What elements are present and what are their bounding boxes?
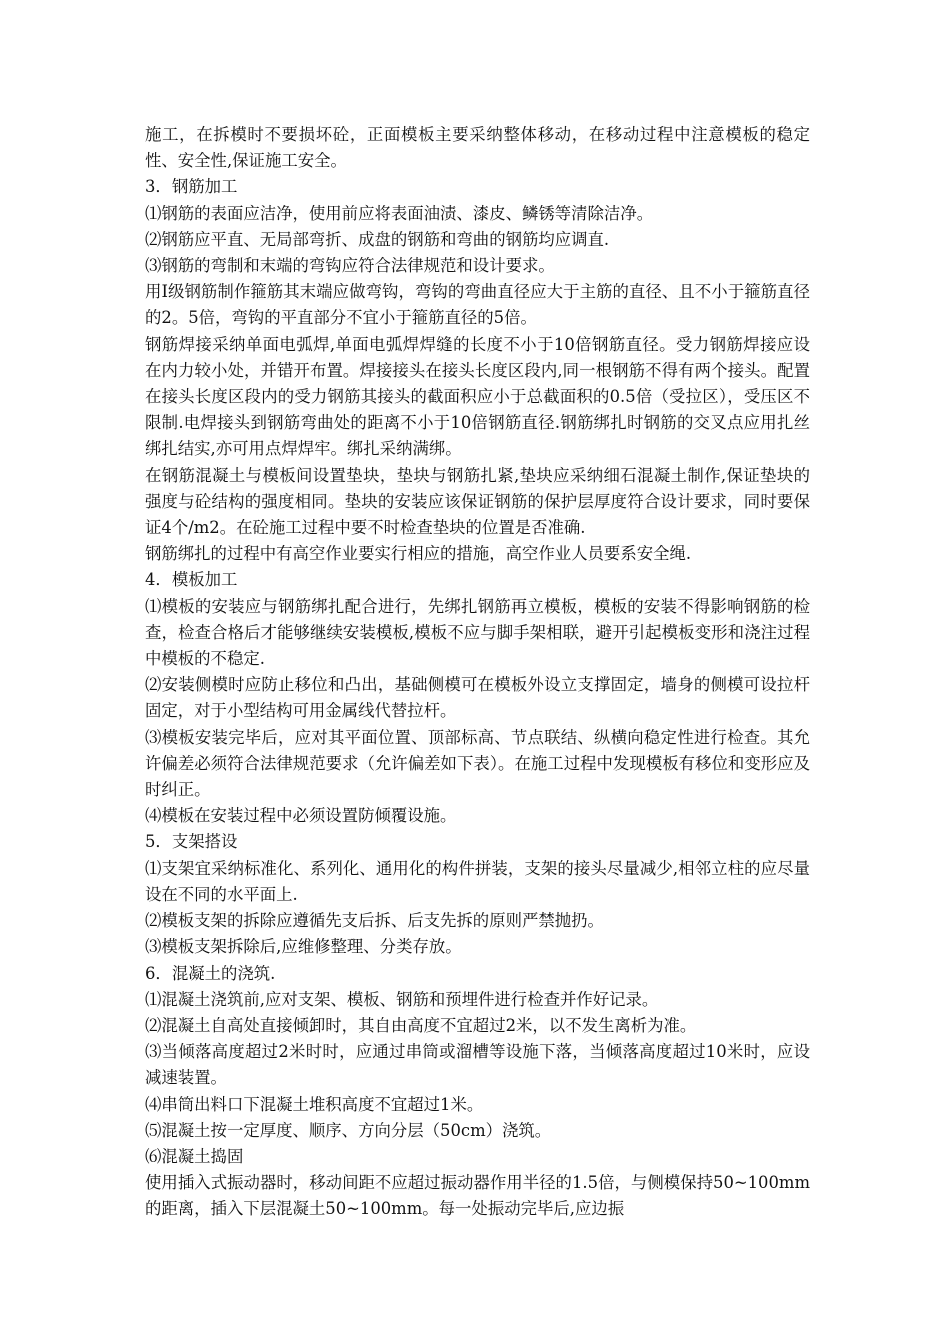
paragraph-formwork-item-2: ⑵安装侧模时应防止移位和凸出，基础侧模可在模板外设立支撑固定，墙身的侧模可设拉杆固定，对于小型结构可用金属线代替拉杆。 [145,675,810,721]
paragraph-concrete-item-1: ⑴混凝土浇筑前,应对支架、模板、钢筋和预埋件进行检查并作好记录。 [145,989,659,1009]
document-page [145,122,810,1223]
paragraph-formwork-item-3: ⑶模板安装完毕后，应对其平面位置、顶部标高、节点联结、纵横向稳定性进行检查。其允许偏差必须符合法律规范要求（允许偏差如下表）。在施工过程中发现模板有移位和变形应及时纠正。 [145,727,810,800]
paragraph-spacer-blocks: 在钢筋混凝土与模板间设置垫块，垫块与钢筋扎紧,垫块应采纳细石混凝土制作,保证垫块的强度与砼结构的强度相同。垫块的安装应该保证钢筋的保护层厚度符合设计要求，同时要保证4个/m2。在砼施工过程中要不时检查垫块的位置是否准确. [145,465,810,538]
paragraph-support-item-1: ⑴支架宜采纳标准化、系列化、通用化的构件拼装，支架的接头尽量减少,相邻立柱的应尽量设在不同的水平面上. [145,858,810,904]
paragraph-rebar-item-1: ⑴钢筋的表面应洁净，使用前应将表面油渍、漆皮、鳞锈等清除洁净。 [145,203,654,223]
paragraph-stirrup-hooks: 用I级钢筋制作箍筋其末端应做弯钩，弯钩的弯曲直径应大于主筋的直径、且不小于箍筋直径的2。5倍，弯钩的平直部分不宜小于箍筋直径的5倍。 [145,282,810,328]
paragraph-support-item-2: ⑵模板支架的拆除应遵循先支后拆、后支先拆的原则严禁抛扔。 [145,911,604,931]
heading-concrete-pouring: 6．混凝土的浇筑. [145,963,276,983]
paragraph-vibrator-usage: 使用插入式振动器时，移动间距不应超过振动器作用半径的1.5倍，与侧模保持50~100mm的距离，插入下层混凝土50~100mm。每一处振动完毕后,应边振 [145,1173,810,1219]
paragraph-formwork-item-4: ⑷模板在安装过程中必须设置防倾覆设施。 [145,806,457,826]
paragraph-formwork-item-1: ⑴模板的安装应与钢筋绑扎配合进行，先绑扎钢筋再立模板，模板的安装不得影响钢筋的检查，检查合格后才能够继续安装模板,模板不应与脚手架相联，避开引起模板变形和浇注过程中模板的不稳定. [145,596,810,669]
paragraph-support-item-3: ⑶模板支架拆除后,应维修整理、分类存放。 [145,937,462,957]
heading-support-erection: 5．支架搭设 [145,832,238,852]
paragraph-rebar-welding: 钢筋焊接采纳单面电弧焊,单面电弧焊焊缝的长度不小于10倍钢筋直径。受力钢筋焊接应设在内力较小处，并错开布置。焊接接头在接头长度区段内,同一根钢筋不得有两个接头。配置在接头长度区段内的受力钢筋其接头的截面积应小于总截面积的0.5倍（受拉区），受压区不限制.电焊接头到钢筋弯曲处的距离不小于10倍钢筋直径.钢筋绑扎时钢筋的交叉点应用扎丝绑扎结实,亦可用点焊焊牢。绑扎采纳满绑。 [145,334,810,459]
paragraph-concrete-item-2: ⑵混凝土自高处直接倾卸时，其自由高度不宜超过2米，以不发生离析为准。 [145,1015,697,1035]
paragraph-rebar-item-2: ⑵钢筋应平直、无局部弯折、成盘的钢筋和弯曲的钢筋均应调直. [145,229,610,249]
paragraph-high-altitude-safety: 钢筋绑扎的过程中有高空作业要实行相应的措施，高空作业人员要系安全绳. [145,544,692,564]
paragraph-concrete-item-6: ⑹混凝土捣固 [145,1146,244,1166]
paragraph-rebar-item-3: ⑶钢筋的弯制和末端的弯钩应符合法律规范和设计要求。 [145,256,555,276]
heading-rebar-processing: 3．钢筋加工 [145,177,238,197]
paragraph-formwork-removal: 施工，在拆模时不要损坏砼，正面模板主要采纳整体移动，在移动过程中注意模板的稳定性、安全性,保证施工安全。 [145,125,810,171]
paragraph-concrete-item-4: ⑷串筒出料口下混凝土堆积高度不宜超过1米。 [145,1094,484,1114]
paragraph-concrete-item-5: ⑸混凝土按一定厚度、顺序、方向分层（50cm）浇筑。 [145,1120,552,1140]
heading-formwork-processing: 4．模板加工 [145,570,238,590]
paragraph-concrete-item-3: ⑶当倾落高度超过2米时时，应通过串筒或溜槽等设施下落，当倾落高度超过10米时，应设减速装置。 [145,1042,810,1088]
